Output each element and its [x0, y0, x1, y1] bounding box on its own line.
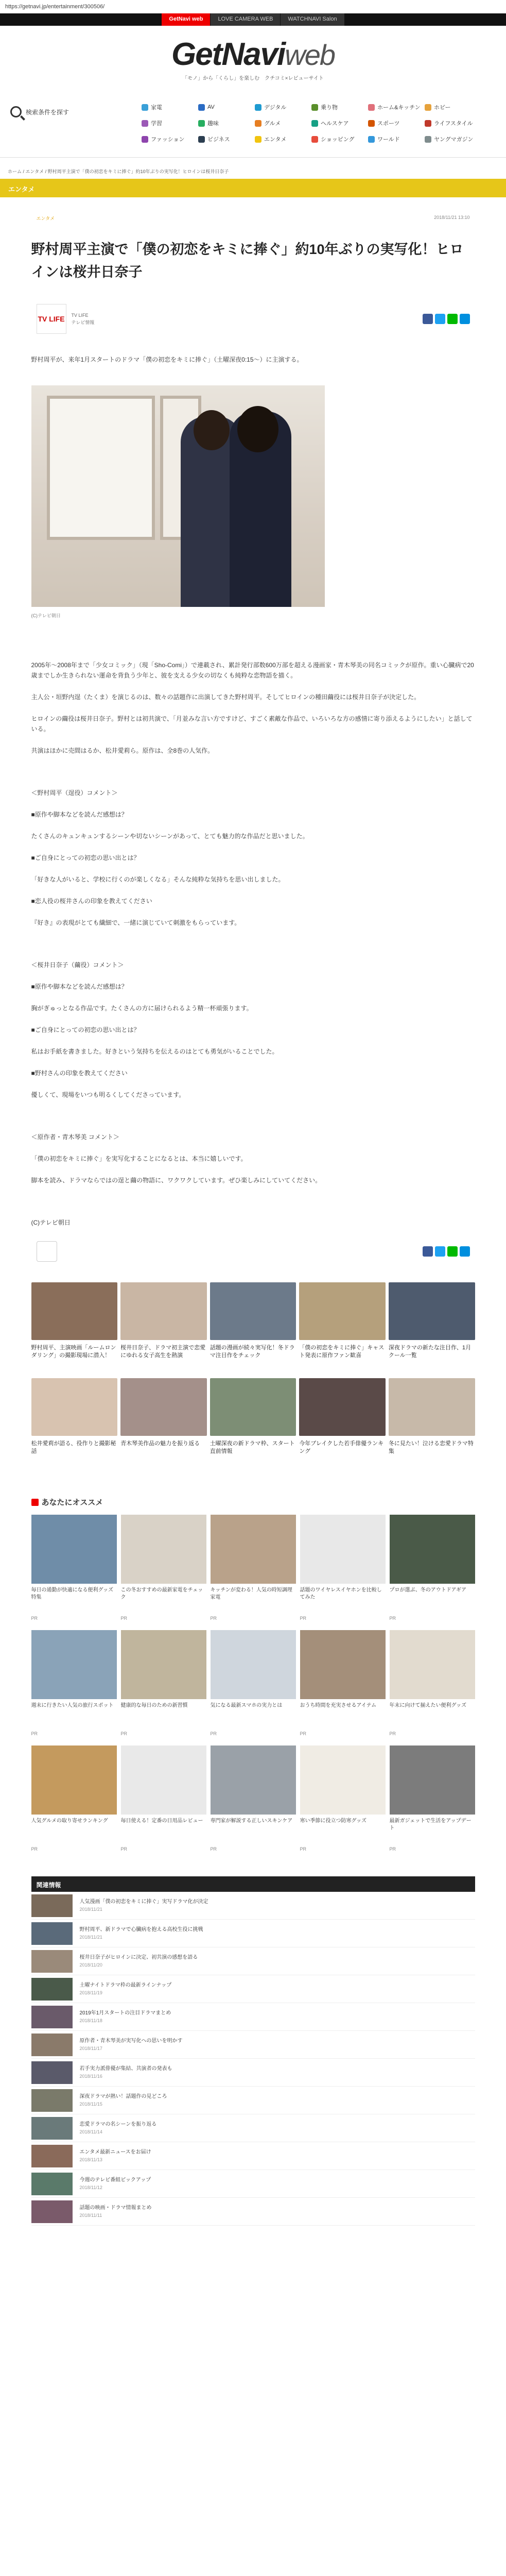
news-item[interactable] — [31, 2059, 475, 2087]
category-icon — [311, 104, 318, 111]
logo-suffix: web — [285, 39, 335, 71]
news-date: 2018/11/13 — [79, 2157, 102, 2162]
category-icon — [142, 104, 148, 111]
recommend-item[interactable] — [31, 1745, 117, 1852]
recommend-item[interactable] — [121, 1745, 206, 1852]
address-bar[interactable]: https://getnavi.jp/entertainment/300506/ — [0, 0, 506, 13]
news-item[interactable] — [31, 2003, 475, 2031]
category-label: ヤングマガジン — [434, 137, 474, 143]
category-icon — [368, 104, 375, 111]
category-item[interactable] — [368, 119, 425, 127]
news-date: 2018/11/12 — [79, 2184, 102, 2190]
recommend-sponsor: PR — [389, 1846, 396, 1852]
interview-line: 脚本を読み、ドラマならではの逞と繭の物語に、ワクワクしています。ぜひ楽しみにしていてください。 — [31, 1177, 322, 1184]
related-title: 深夜ドラマの新たな注目作、1月クール一覧 — [388, 1345, 472, 1359]
related-thumb — [210, 1282, 296, 1340]
news-date: 2018/11/18 — [79, 2018, 102, 2023]
top-nav-love-camera[interactable]: LOVE CAMERA WEB — [211, 13, 280, 26]
news-title: 桜井日奈子がヒロインに決定、初共演の感想を語る — [79, 1954, 198, 1960]
recommend-item[interactable] — [31, 1630, 117, 1736]
news-text — [80, 1982, 172, 1996]
news-date: 2018/11/21 — [79, 1906, 102, 1912]
news-text — [80, 2093, 167, 2108]
recommend-title: 週末に行きたい人気の旅行スポット — [31, 1703, 114, 1708]
category-icon — [425, 120, 431, 127]
category-bar — [0, 91, 506, 158]
category-icon — [368, 120, 375, 127]
recommend-title: この冬おすすめの最新家電をチェック — [120, 1587, 203, 1600]
article-category[interactable]: エンタメ — [36, 216, 55, 221]
article-photo — [31, 385, 325, 607]
category-item[interactable] — [255, 135, 311, 143]
recommend-item[interactable] — [390, 1745, 475, 1852]
category-label: デジタル — [264, 105, 287, 111]
related-title: 野村周平、主演映画「ルームロンダリング」の撮影現場に潜入！ — [31, 1345, 116, 1359]
interview-line: たくさんのキュンキュンするシーンや切ないシーンがあって、とても魅力的な作品だと思いました。 — [31, 833, 309, 840]
category-label: ショッピング — [321, 137, 355, 143]
recommend-thumb — [121, 1515, 206, 1584]
gear-icon[interactable] — [37, 1241, 57, 1262]
recommend-sponsor: PR — [120, 1846, 128, 1852]
news-title: 土曜ナイトドラマ枠の最新ラインナップ — [79, 1982, 172, 1988]
category-icon — [311, 136, 318, 143]
hatena-icon[interactable] — [460, 1246, 470, 1257]
related-thumb — [120, 1282, 207, 1340]
news-thumb — [31, 2089, 73, 2112]
news-item[interactable] — [31, 2170, 475, 2198]
recommend-title: キッチンが変わる！人気の時短調理家電 — [210, 1587, 292, 1600]
news-thumb — [31, 2145, 73, 2167]
related-title: 話題の漫画が続々実写化！冬ドラマ注目作をチェック — [210, 1345, 295, 1359]
recommend-item[interactable] — [390, 1630, 475, 1736]
recommend-thumb — [121, 1630, 206, 1699]
article — [31, 215, 475, 2226]
news-date: 2018/11/15 — [79, 2101, 102, 2107]
related-article[interactable] — [210, 1378, 296, 1471]
top-nav-getnavi[interactable]: GetNavi web — [162, 13, 210, 26]
related-article[interactable] — [31, 1282, 118, 1375]
source-name: TV LIFE — [71, 313, 89, 318]
interview-line: 『好き』の表現がとても繊細で、一緒に演じていて刺激をもらっています。 — [31, 919, 241, 926]
recommend-item[interactable] — [390, 1515, 475, 1621]
source-logo[interactable]: TV LIFE — [37, 304, 66, 334]
news-title: 今週のテレビ番組ピックアップ — [79, 2177, 151, 2183]
category-icon — [198, 104, 205, 111]
recommend-item[interactable] — [211, 1630, 296, 1736]
interview-heading: ＜原作者・青木琴美 コメント＞ — [31, 1133, 119, 1141]
recommend-sponsor: PR — [120, 1616, 128, 1621]
related-title: 土曜深夜の新ドラマ枠、スタート直前情報 — [210, 1440, 295, 1454]
category-item[interactable] — [198, 103, 255, 111]
category-label: 学習 — [151, 121, 162, 127]
recommend-sponsor: PR — [389, 1616, 396, 1621]
interview-line: ■原作や脚本などを読んだ感想は？ — [31, 811, 128, 818]
recommend-thumb — [300, 1515, 386, 1584]
news-date: 2018/11/11 — [79, 2212, 102, 2218]
news-thumb — [31, 2033, 73, 2056]
interview-line: ■原作や脚本などを読んだ感想は？ — [31, 983, 128, 990]
paragraph: 2005年〜2008年まで「少女コミック」（現「Sho-Comi」）で連載され、累計発行部数600万部を超える漫画家・青木琴美の同名コミックが原作。重い心臓病で20歳までしか生きられない運命を背負う少年と、彼を支える少女の切なくも純粋な恋物語を描く。 — [31, 662, 474, 679]
recommend-title: 話題のワイヤレスイヤホンを比較してみた — [300, 1587, 382, 1600]
news-text — [80, 2010, 171, 2024]
news-title: 若手実力派俳優が集結、共演者の発表も — [79, 2065, 172, 2072]
line-icon[interactable] — [447, 1246, 458, 1257]
news-thumb — [31, 1978, 73, 2001]
news-text — [80, 2177, 151, 2191]
related-thumb — [299, 1282, 386, 1340]
bottom-share-row — [31, 1241, 475, 1262]
category-icon — [142, 136, 148, 143]
category-label: ファッション — [151, 137, 185, 143]
article-title: 野村周平主演で「僕の初恋をキミに捧ぐ」約10年ぶりの実写化！ヒロインは桜井日奈子 — [31, 242, 464, 280]
news-text — [80, 2121, 157, 2136]
recommend-item[interactable] — [121, 1630, 206, 1736]
recommend-icon — [31, 1499, 39, 1506]
news-title: 話題の映画・ドラマ情報まとめ — [79, 2205, 152, 2211]
recommend-thumb — [31, 1630, 117, 1699]
category-list — [142, 103, 481, 143]
recommend-item[interactable] — [300, 1745, 386, 1852]
recommend-sponsor: PR — [389, 1731, 396, 1736]
news-thumb — [31, 2173, 73, 2195]
related-title: 松井愛莉が語る、役作りと撮影秘話 — [31, 1440, 116, 1454]
category-item[interactable] — [198, 119, 255, 127]
category-icon — [142, 120, 148, 127]
recommend-item[interactable] — [211, 1515, 296, 1621]
recommend-title: 人気グルメの取り寄せランキング — [31, 1818, 108, 1824]
recommend-title: 年末に向けて揃えたい便利グッズ — [389, 1703, 466, 1708]
recommend-title: 健康的な毎日のための新習慣 — [120, 1703, 188, 1708]
category-icon — [255, 104, 261, 111]
category-label: ホビー — [434, 105, 451, 111]
news-title: エンタメ最新ニュースをお届け — [79, 2149, 151, 2155]
interview-line: ■恋人役の桜井さんの印象を教えてください — [31, 897, 152, 905]
news-title: 人気漫画「僕の初恋をキミに捧ぐ」実写ドラマ化が決定 — [79, 1899, 208, 1905]
category-icon — [255, 136, 261, 143]
photo-caption: (C)テレビ朝日 — [31, 613, 61, 618]
related-article[interactable] — [299, 1282, 386, 1375]
category-item[interactable] — [368, 103, 425, 111]
news-date: 2018/11/14 — [79, 2129, 102, 2134]
category-item[interactable] — [255, 119, 311, 127]
interview-heading: ＜桜井日奈子（繭役）コメント＞ — [31, 961, 124, 969]
related-thumb — [31, 1378, 118, 1436]
recommend-thumb — [211, 1515, 296, 1584]
footer-credit: (C)テレビ朝日 — [31, 1219, 71, 1226]
category-icon — [255, 120, 261, 127]
news-thumb — [31, 2006, 73, 2028]
news-item[interactable] — [31, 1892, 475, 1920]
interview-line: 胸がぎゅっとなる作品です。たくさんの方に届けられるよう精一杯頑張ります。 — [31, 1005, 253, 1012]
category-item[interactable] — [368, 135, 425, 143]
news-item[interactable] — [31, 2198, 475, 2226]
recommend-sponsor: PR — [210, 1616, 217, 1621]
facebook-icon[interactable] — [423, 314, 433, 324]
recommend-title: 専門家が解説する正しいスキンケア — [210, 1818, 293, 1824]
related-article[interactable] — [120, 1378, 207, 1471]
source-row — [31, 304, 475, 334]
recommend-title: おうち時間を充実させるアイテム — [300, 1703, 377, 1708]
category-label: スポーツ — [377, 121, 400, 127]
category-item[interactable] — [311, 103, 368, 111]
search-label: 検索条件を探す — [26, 108, 69, 116]
category-icon — [368, 136, 375, 143]
logo-name: GetNavi — [171, 37, 285, 72]
category-icon — [198, 120, 205, 127]
related-thumb — [31, 1282, 118, 1340]
recommend-grid — [31, 1515, 475, 1852]
category-item[interactable] — [311, 135, 368, 143]
recommend-title: 寒い季節に役立つ防寒グッズ — [300, 1818, 367, 1824]
recommend-title: 最新ガジェットで生活をアップデート — [389, 1818, 472, 1831]
recommend-heading — [31, 1497, 475, 1507]
interview-line: 優しくて、現場をいつも明るくしてくださっています。 — [31, 1091, 185, 1098]
related-thumb — [210, 1378, 296, 1436]
category-icon — [425, 136, 431, 143]
news-item[interactable] — [31, 2087, 475, 2114]
category-item[interactable] — [142, 135, 198, 143]
twitter-icon[interactable] — [435, 1246, 445, 1257]
related-article[interactable] — [299, 1378, 386, 1471]
category-label: 乗り物 — [321, 105, 338, 111]
recommend-item[interactable] — [300, 1630, 386, 1736]
news-text — [80, 2149, 151, 2163]
news-text — [80, 2205, 152, 2219]
related-article[interactable] — [389, 1282, 475, 1375]
breadcrumb: ホーム / エンタメ / 野村周平主演で「僕の初恋をキミに捧ぐ」約10年ぶりの実写化！ヒロインは桜井日奈子 — [8, 169, 229, 174]
related-article[interactable] — [120, 1282, 207, 1375]
related-title: 「僕の初恋をキミに捧ぐ」キャスト発表に原作ファン歓喜 — [299, 1345, 385, 1359]
news-item[interactable] — [31, 2114, 475, 2142]
recommend-thumb — [211, 1630, 296, 1699]
section-header: エンタメ — [0, 179, 506, 197]
recommend-thumb — [300, 1630, 386, 1699]
category-item[interactable] — [425, 119, 481, 127]
news-title: 恋愛ドラマの名シーンを振り返る — [79, 2121, 157, 2127]
category-label: エンタメ — [264, 137, 287, 143]
interview-line: ■ご自身にとっての初恋の思い出とは？ — [31, 1026, 140, 1033]
related-thumb — [120, 1378, 207, 1436]
news-thumb — [31, 1950, 73, 1973]
article-date: 2018/11/21 13:10 — [434, 215, 470, 220]
related-thumb — [299, 1378, 386, 1436]
recommend-item[interactable] — [300, 1515, 386, 1621]
category-label: ワールド — [377, 137, 400, 143]
news-title: 原作者・青木琴美が実写化への思いを明かす — [79, 2038, 183, 2044]
related-article[interactable] — [389, 1378, 475, 1471]
news-item[interactable] — [31, 1975, 475, 2003]
related-article[interactable] — [210, 1282, 296, 1375]
category-item[interactable] — [255, 103, 311, 111]
category-icon — [198, 136, 205, 143]
recommend-title: 毎日の通勤が快適になる便利グッズ特集 — [31, 1587, 113, 1600]
recommend-title: あなたにオススメ — [41, 1498, 103, 1507]
source-sub: テレビ情報 — [71, 320, 95, 325]
recommend-sponsor: PR — [31, 1731, 38, 1736]
search-button[interactable] — [10, 106, 69, 117]
recommend-sponsor: PR — [31, 1846, 38, 1852]
news-date: 2018/11/16 — [79, 2073, 102, 2079]
category-label: 趣味 — [207, 121, 219, 127]
recommend-item[interactable] — [121, 1515, 206, 1621]
related-title: 桜井日奈子、ドラマ初主演で恋愛にゆれる女子高生を熱演 — [120, 1345, 206, 1359]
category-icon — [425, 104, 431, 111]
recommend-title: 気になる最新スマホの実力とは — [210, 1703, 283, 1708]
recommend-item[interactable] — [211, 1745, 296, 1852]
recommend-thumb — [31, 1745, 117, 1815]
related-thumb — [389, 1282, 475, 1340]
interview-line: 私はお手紙を書きました。好きという気持ちを伝えるのはとても勇気がいることでした。 — [31, 1048, 278, 1055]
category-item[interactable] — [198, 135, 255, 143]
news-item[interactable] — [31, 2031, 475, 2059]
category-label: 家電 — [151, 105, 162, 111]
news-item[interactable] — [31, 1947, 475, 1975]
line-icon[interactable] — [447, 314, 458, 324]
category-item[interactable] — [142, 103, 198, 111]
news-item[interactable] — [31, 1920, 475, 1947]
category-label: ヘルスケア — [321, 121, 349, 127]
category-label: グルメ — [264, 121, 281, 127]
recommend-sponsor: PR — [210, 1846, 217, 1852]
top-nav-watchnavi[interactable]: WATCHNAVI Salon — [281, 13, 344, 26]
news-thumb — [31, 1894, 73, 1917]
category-label: ビジネス — [207, 137, 230, 143]
news-date: 2018/11/19 — [79, 1990, 102, 1995]
twitter-icon[interactable] — [435, 314, 445, 324]
recommend-thumb — [300, 1745, 386, 1815]
recommend-title: プロが選ぶ、冬のアウトドアギア — [389, 1587, 466, 1593]
interview-line: ■ご自身にとっての初恋の思い出とは？ — [31, 854, 140, 861]
category-label: ライフスタイル — [434, 121, 473, 127]
news-thumb — [31, 2117, 73, 2140]
news-text — [80, 2038, 183, 2052]
news-date: 2018/11/17 — [79, 2045, 102, 2051]
news-text — [80, 1899, 208, 1913]
category-icon — [311, 120, 318, 127]
category-item[interactable] — [425, 135, 481, 143]
recommend-sponsor: PR — [31, 1616, 38, 1621]
facebook-icon[interactable] — [423, 1246, 433, 1257]
recommend-sponsor: PR — [300, 1846, 307, 1852]
related-articles — [31, 1282, 475, 1471]
interview-line: ■野村さんの印象を教えてください — [31, 1070, 128, 1077]
news-date: 2018/11/20 — [79, 1962, 102, 1968]
news-title: 深夜ドラマが熱い！話題作の見どころ — [79, 2093, 167, 2099]
news-text — [80, 2065, 172, 2080]
related-title: 冬に見たい！泣ける恋愛ドラマ特集 — [388, 1440, 474, 1454]
news-list — [31, 1892, 475, 2226]
news-title: 2019年1月スタートの注目ドラマまとめ — [79, 2010, 171, 2016]
category-item[interactable] — [142, 119, 198, 127]
news-thumb — [31, 1922, 73, 1945]
related-article[interactable] — [31, 1378, 118, 1471]
recommend-sponsor: PR — [300, 1616, 307, 1621]
interview-line: 「好きな人がいると、学校に行くのが楽しくなる」そんな純粋な気持ちを思い出しました。 — [31, 876, 285, 883]
recommend-thumb — [390, 1630, 475, 1699]
recommend-thumb — [390, 1515, 475, 1584]
site-logo[interactable] — [0, 36, 506, 81]
interview-line: 「僕の初恋をキミに捧ぐ」を実写化することになるとは、本当に嬉しいです。 — [31, 1155, 247, 1162]
recommend-item[interactable] — [31, 1515, 117, 1621]
top-nav — [0, 13, 506, 26]
search-icon — [10, 106, 22, 117]
paragraph: ヒロインの繭役は桜井日奈子。野村とは初共演で、「月並みな言い方ですけど、すごく素敵な作品で、いろいろな方の感情に寄り添えるようにしたい」と話している。 — [31, 715, 473, 733]
recommend-thumb — [390, 1745, 475, 1815]
paragraph: 主人公・垣野内逞（たくま）を演じるのは、数々の話題作に出演してきた野村周平。そしてヒロインの種田繭役には桜井日奈子が決定した。 — [31, 693, 421, 701]
news-thumb — [31, 2061, 73, 2084]
category-label: ホーム&キッチン — [377, 105, 421, 111]
news-date: 2018/11/21 — [79, 1934, 102, 1940]
recommend-thumb — [31, 1515, 117, 1584]
category-label: AV — [207, 104, 215, 110]
share-buttons — [423, 314, 470, 324]
paragraph: 共演はほかに売間はるか、松井愛莉ら。原作は、全8巻の人気作。 — [31, 747, 214, 754]
related-title: 今年ブレイクした若手俳優ランキング — [299, 1440, 384, 1454]
news-item[interactable] — [31, 2142, 475, 2170]
recommend-thumb — [211, 1745, 296, 1815]
category-item[interactable] — [425, 103, 481, 111]
recommend-sponsor: PR — [120, 1731, 128, 1736]
article-lead: 野村周平が、来年1月スタートのドラマ「僕の初恋をキミに捧ぐ」（土曜深夜0:15〜）に主演する。 — [31, 356, 303, 363]
related-thumb — [389, 1378, 475, 1436]
news-title: 野村周平、新ドラマで心臓病を抱える高校生役に挑戦 — [79, 1926, 203, 1933]
interview-heading: ＜野村周平（逞役）コメント＞ — [31, 789, 118, 796]
hatena-icon[interactable] — [460, 314, 470, 324]
news-text — [80, 1954, 198, 1969]
recommend-thumb — [121, 1745, 206, 1815]
recommend-sponsor: PR — [210, 1731, 217, 1736]
category-item[interactable] — [311, 119, 368, 127]
news-text — [80, 1926, 203, 1941]
article-meta — [31, 215, 475, 222]
news-heading: 関連情報 — [31, 1876, 475, 1892]
news-thumb — [31, 2200, 73, 2223]
logo-tagline: 「モノ」から「くらし」を楽しむ クチコミ×レビューサイト — [182, 76, 324, 81]
recommend-sponsor: PR — [300, 1731, 307, 1736]
article-body — [31, 660, 475, 1228]
related-title: 青木琴美作品の魅力を振り返る — [120, 1440, 200, 1447]
recommend-title: 毎日使える！定番の日用品レビュー — [120, 1818, 203, 1824]
